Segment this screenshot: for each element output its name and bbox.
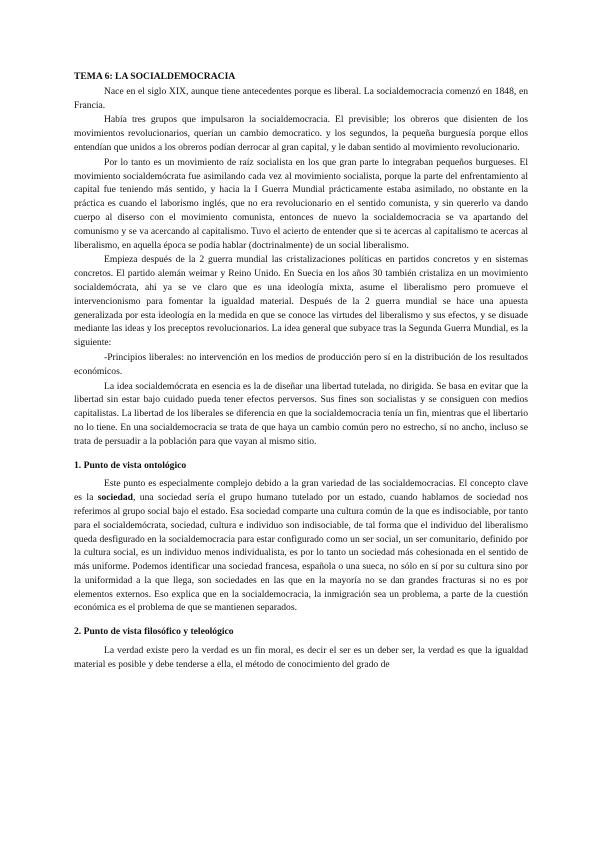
- paragraph: [74, 477, 528, 615]
- section-heading-1: 1. Punto de vista ontológico: [74, 459, 187, 471]
- paragraph: Empieza después de la 2 guerra mundial las cristalizaciones políticas en partidos concretos y en sistemas concretos. El partido alemán weimar y Reino Unido. En Suecia en los años 30 también cristaliza en un movimiento socialdemócrata, ahí ya se ve claro que es una ideología mixta, asume el liberalismo pero promueve el intervencionismo para fomentar la igualdad material. Después de la 2 guerra mundial se hace una apuesta generalizada por esta ideología en la medida en que se conoce las virtudes del liberalismo y sus efectos, y se disuade mediante las ideas y los preceptos revolucionarios. La idea general que subyace tras la Segunda Guerra Mundial, es la siguiente:: [74, 254, 528, 349]
- paragraph: Había tres grupos que impulsaron la socialdemocracia. El previsible; los obreros que disienten de los movimientos revolucionarios, querían un cambio democratico. y los segundos, la pequeña burguesía porque ellos entendían que unidos a los obreros podían derrocar al gran capital, y le daban sentido al movimiento revolucionario.: [74, 114, 528, 153]
- paragraph: La verdad existe pero la verdad es un fin moral, es decir el ser es un deber ser, la verdad es que la igualdad material es posible y debe tenderse a ella, el método de conocimiento del grado de: [74, 645, 528, 670]
- document-title: TEMA 6: LA SOCIALDEMOCRACIA: [74, 71, 236, 82]
- paragraph: -Principios liberales: no intervención en los medios de producción pero sí en la distribución de los resultados económicos.: [74, 351, 528, 377]
- text-run: , una sociedad sería el grupo humano tutelado por un estado, cuando hablamos de sociedad nos referimos al grupo social bajo el estado. Esa sociedad comparte una cultura común de la que es indisociable, por tanto para el socialdemócrata, sociedad, cultura e individuo son indisociable, de tal forma que el individuo del liberalismo queda desfigurado en la socialdemocracia para estar configurado como un ser social, un ser comunitario, definido por la cultura social, es un individuo menos individualista, es por lo tanto un sociedad más cohesionada en el sentido de más uniforme. Podemos identificar una sociedad francesa, española o una sueca, no sólo en sí por su cultura sino por la uniformidad a la que llega, son sociedades en las que en la mayoría no se dan grandes fracturas si no es por elementos externos. Eso explica que en la socialdemocracia, la inmigración sea un problema, a parte de la cuestión económica es el problema de que se mantienen separados.: [74, 492, 528, 614]
- bold-term: sociedad: [97, 492, 133, 504]
- section-heading-2: 2. Punto de vista filosófico y teleológico: [74, 626, 234, 638]
- document-page: [74, 70, 528, 673]
- text-run: Este punto es especialmente complejo debido a la gran variedad de las socialdemocracias. El concepto clave es la: [74, 478, 528, 504]
- paragraph: Nace en el siglo XIX, aunque tiene antecedentes porque es liberal. La socialdemocracia comenzó en 1848, en Francia.: [74, 85, 528, 111]
- paragraph: Por lo tanto es un movimiento de raíz socialista en los que gran parte lo integraban pequeños burgueses. El movimiento socialdemócrata fue asimilando cada vez al movimiento socialista, porque la parte del enfrentamiento al capital fue teniendo más sentido, y hacia la I Guerra Mundial prácticamente estaba asimilado, no obstante en la práctica es cuando el laborismo inglés, que no era revolucionario en el sentido comunista, y sin quererlo va dando cuerpo al diserso con el movimiento comunista, entonces de nuevo la socialdemocracia se va apartando del comunismo y se va acercando al capitalismo. Tuvo el acierto de entender que si te acercas al capitalismo te acercas al liberalismo, en aquella época se podía hablar (doctrinalmente) de un social liberalismo.: [74, 156, 528, 251]
- paragraph: La idea socialdemócrata en esencia es la de diseñar una libertad tutelada, no dirigida. Se basa en evitar que la libertad sin estar bajo cuidado pueda tener efectos perversos. Sus fines son socialistas y se consiguen con medios capitalistas. La libertad de los liberales se diferencia en que la socialdemocracia tenía un fin, mientras que el libertario no lo tiene. En una socialdemocracia se trata de que haya un cambio común pero no estrecho, sí no ancho, incluso se trata de persuadir a la población para que vayan al mismo sitio.: [74, 380, 528, 447]
